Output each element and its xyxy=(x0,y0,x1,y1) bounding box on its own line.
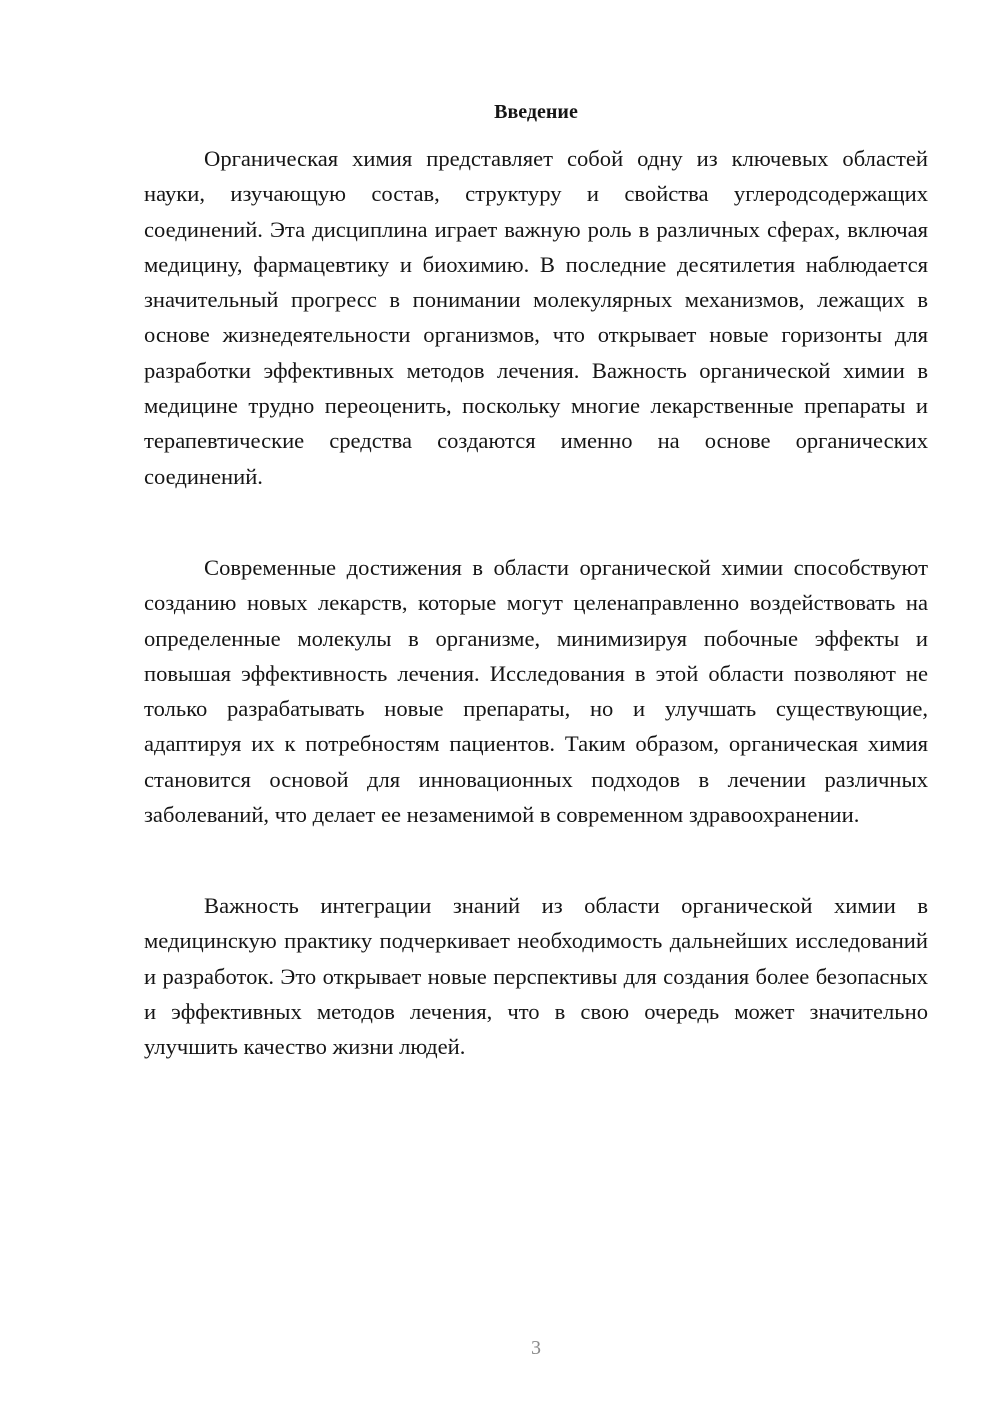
section-title: Введение xyxy=(494,101,578,123)
body-paragraph: Важность интеграции знаний из области органической химии в медицинскую практику подчеркивает необходимость дальнейших исследований и разработок. Это открывает новые перспективы для создания более безопасных и эффективных методов лечения, что в свою очередь может значительно улучшить качество жизни людей. xyxy=(144,893,928,1060)
page-number: 3 xyxy=(531,1337,541,1359)
body-paragraph: Современные достижения в области органической химии способствуют созданию новых лекарств, которые могут целенаправленно воздействовать на определенные молекулы в организме, минимизируя побочные эффекты и повышая эффективность лечения. Исследования в этой области позволяют не только разрабатывать новые препараты, но и улучшать существующие, адаптируя их к потребностям пациентов. Таким образом, органическая химия становится основой для инновационных подходов в лечении различных заболеваний, что делает ее незаменимой в современном здравоохранении. xyxy=(144,555,928,828)
body-paragraph: Органическая химия представляет собой одну из ключевых областей науки, изучающую состав, структуру и свойства углеродсодержащих соединений. Эта дисциплина играет важную роль в различных сферах, включая медицину, фармацевтику и биохимию. В последние десятилетия наблюдается значительный прогресс в понимании молекулярных механизмов, лежащих в основе жизнедеятельности организмов, что открывает новые горизонты для разработки эффективных методов лечения. Важность органической химии в медицине трудно переоценить, поскольку многие лекарственные препараты и терапевтические средства создаются именно на основе органических соединений. xyxy=(144,146,928,489)
paragraph-block-2 xyxy=(144,550,928,832)
paragraph-block-1 xyxy=(144,141,928,494)
paragraph-block-3 xyxy=(144,888,928,1064)
